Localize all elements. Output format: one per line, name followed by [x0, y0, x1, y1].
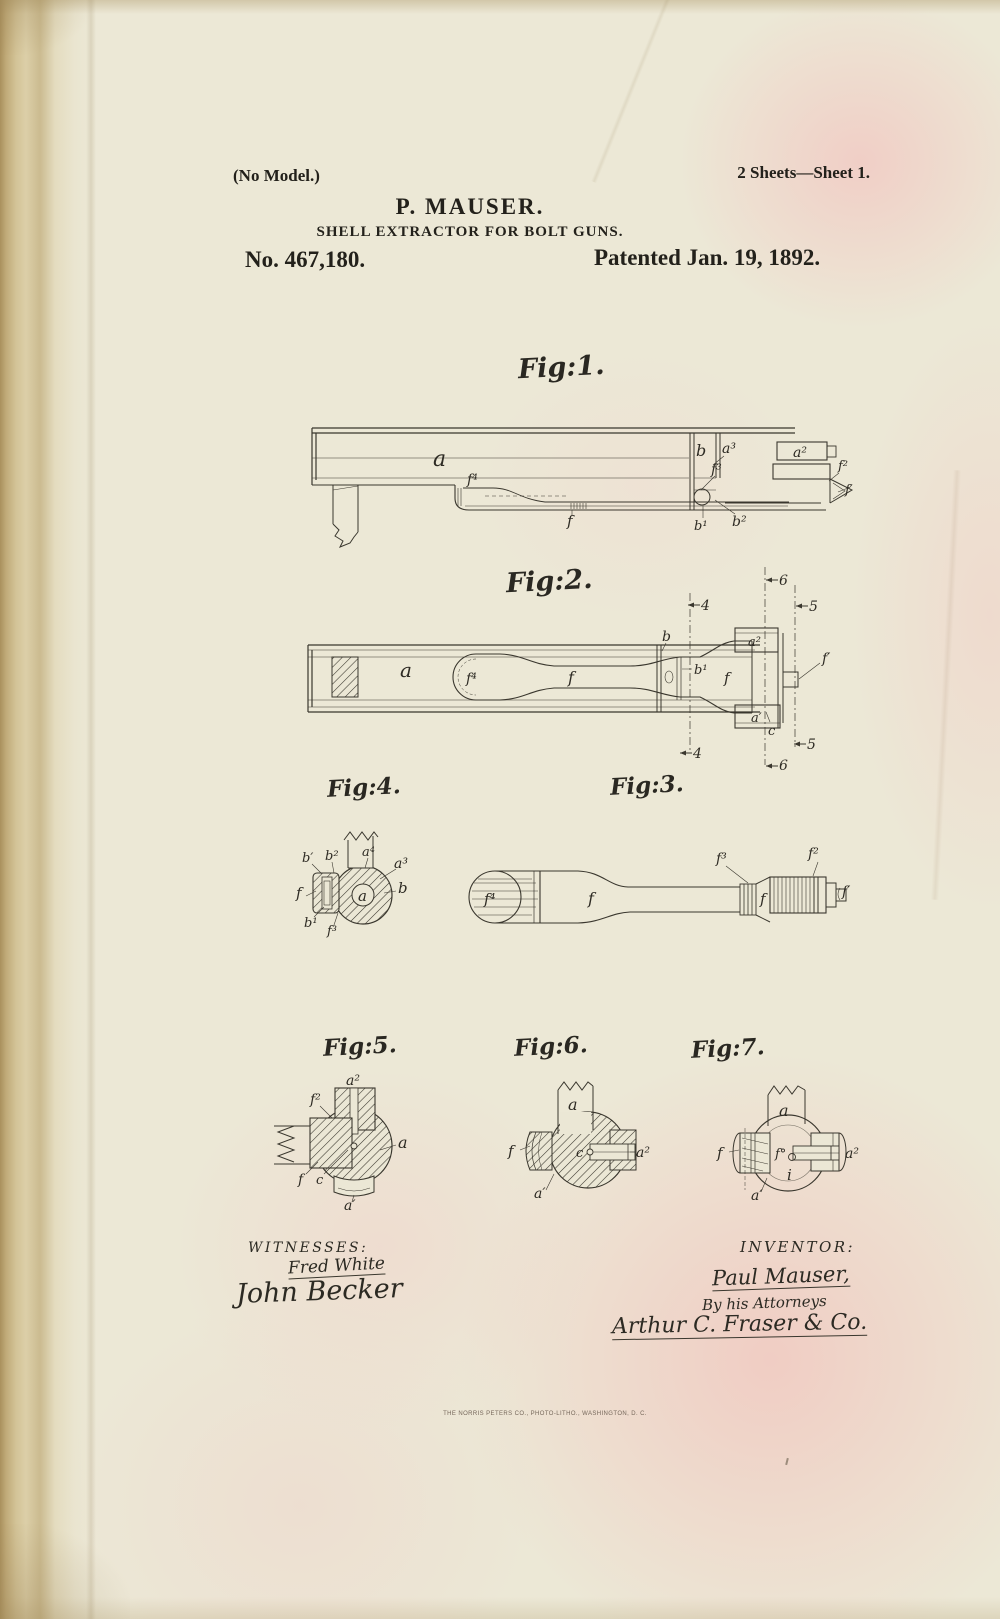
- fig1-label-f2: f²: [838, 459, 849, 474]
- fig2-label-a: a: [400, 658, 412, 682]
- fig6-label-f: f: [508, 1142, 514, 1160]
- fig1-label-f3: f³: [711, 462, 722, 478]
- fig5-label-f2: f²: [310, 1092, 321, 1108]
- fig4-label-b2: b²: [325, 849, 339, 864]
- fig2-section-6-top: 6: [779, 573, 788, 589]
- witness-signature-1: Fred White: [287, 1253, 386, 1279]
- fig2-caption: Fig:2.: [505, 563, 594, 600]
- fig2-label-a2: a²: [748, 635, 761, 650]
- patent-title: SHELL EXTRACTOR FOR BOLT GUNS.: [316, 224, 624, 240]
- fig6-label-a: a: [568, 1095, 578, 1114]
- fig4-label-b: b: [398, 879, 408, 897]
- fig2-section-5-bot: 5: [807, 737, 816, 753]
- fig7-drawing: [693, 1040, 863, 1205]
- fig1-label-b2: b²: [732, 514, 747, 530]
- fig6-drawing: [490, 1038, 650, 1203]
- inventor-label: INVENTOR:: [740, 1238, 856, 1256]
- fig3-label-f3: f³: [716, 851, 727, 867]
- fig2-label-ap: a′: [751, 711, 762, 726]
- paper-corner-shadow: [0, 0, 90, 55]
- fig3-drawing: [448, 836, 858, 926]
- pencil-mark: [785, 1458, 789, 1465]
- patent-number: No. 467,180.: [245, 247, 366, 272]
- fig1-label-f: f: [567, 512, 573, 530]
- fig4-drawing: [272, 796, 427, 939]
- paper-crease: [931, 470, 961, 900]
- fig3-label-f: f: [588, 889, 594, 908]
- fig2-label-f4: f⁴: [466, 671, 477, 687]
- fig2-drawing: [300, 555, 845, 774]
- by-attorneys-note: By his Attorneys: [701, 1291, 828, 1315]
- fig5-label-ap: a′: [344, 1198, 356, 1214]
- fig6-label-c: c: [576, 1146, 584, 1161]
- sheet-count: 2 Sheets—Sheet 1.: [737, 163, 870, 182]
- fig6-label-ap: a′: [534, 1186, 546, 1202]
- fig5-label-c: c: [316, 1173, 324, 1188]
- fig1-label-b1: b¹: [694, 519, 708, 534]
- fig1-label-fp: f′: [845, 483, 853, 498]
- fig4-label-f: f: [296, 884, 302, 902]
- fig4-label-a3: a³: [394, 856, 408, 872]
- fig7-label-i: i: [787, 1166, 792, 1184]
- fig5-label-f: f: [298, 1172, 304, 1188]
- fig1-label-a: a: [433, 447, 447, 472]
- fig6-caption: Fig:6.: [513, 1031, 589, 1062]
- fig5-drawing: [262, 1038, 427, 1214]
- fig3-label-f4: f⁴: [484, 890, 496, 908]
- fig5-caption: Fig:5.: [322, 1031, 398, 1062]
- attorney-signature: Arthur C. Fraser & Co.: [611, 1309, 868, 1340]
- fig2-label-b: b: [662, 629, 671, 645]
- fig2-label-f: f: [568, 668, 574, 687]
- fig2-section-4-bot: 4: [693, 746, 702, 762]
- fig1-caption: Fig:1.: [517, 349, 606, 386]
- paper-fold-line: [86, 0, 96, 1619]
- inventor-name-heading: P. MAUSER.: [395, 194, 545, 219]
- printer-attribution: THE NORRIS PETERS CO., PHOTO-LITHO., WASHINGTON, D. C.: [443, 1411, 647, 1417]
- fig1-drawing: [305, 420, 855, 535]
- fig2-label-fp: f′: [822, 651, 831, 667]
- fig4-label-f3: f³: [327, 924, 338, 939]
- fig3-label-fp: f′: [842, 884, 851, 900]
- fig7-label-ap: a′: [751, 1188, 763, 1204]
- fig1-label-f4: f⁴: [467, 472, 478, 488]
- fig7-caption: Fig:7.: [690, 1033, 766, 1064]
- fig2-section-5-top: 5: [809, 599, 818, 615]
- fig1-label-b: b: [696, 441, 707, 460]
- fig2-label-c: c: [768, 724, 776, 739]
- fig3-label-f-head: f: [760, 890, 766, 908]
- fig4-label-a4: a⁴: [362, 845, 375, 860]
- fig3-caption: Fig:3.: [609, 770, 685, 801]
- fig2-label-b1: b¹: [694, 663, 708, 678]
- fig2-section-4-top: 4: [701, 598, 710, 614]
- fig4-label-b1: b¹: [304, 916, 318, 931]
- fig2-label-f-right: f: [724, 669, 730, 687]
- no-model-note: (No Model.): [233, 166, 320, 185]
- fig2-section-6-bot: 6: [779, 758, 788, 774]
- fig4-label-bp: b′: [302, 851, 314, 866]
- fig6-label-a2: a²: [636, 1145, 650, 1161]
- fig1-label-a3: a³: [722, 441, 736, 457]
- inventor-signature: Paul Mauser,: [711, 1261, 851, 1291]
- paper-crease: [591, 0, 679, 183]
- fig1-label-a2: a²: [793, 445, 807, 461]
- fig4-caption: Fig:4.: [326, 772, 402, 803]
- fig5-label-a2: a²: [346, 1073, 360, 1089]
- fig7-label-a2: a²: [845, 1146, 859, 1162]
- patent-date: Patented Jan. 19, 1892.: [594, 245, 821, 270]
- fig3-label-f2: f²: [808, 846, 819, 862]
- witnesses-label: WITNESSES:: [248, 1240, 369, 1256]
- fig4-label-a: a: [358, 887, 367, 905]
- fig7-label-a: a: [779, 1101, 789, 1120]
- fig5-label-a: a: [398, 1133, 408, 1152]
- fig7-label-f0: f°: [775, 1147, 787, 1162]
- paper-corner-shadow: [0, 1524, 130, 1619]
- fig7-label-f: f: [717, 1144, 723, 1162]
- witness-signature-2: John Becker: [235, 1273, 404, 1310]
